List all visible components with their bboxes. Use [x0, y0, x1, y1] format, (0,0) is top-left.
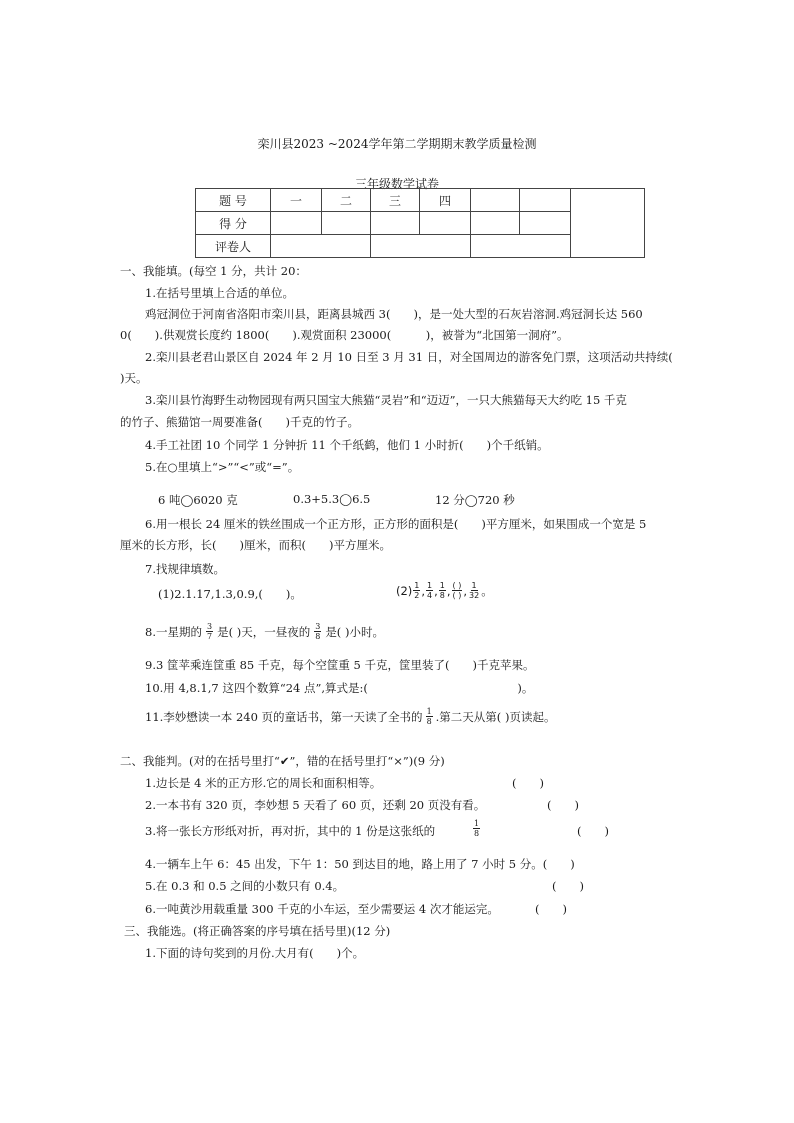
judge-answer-paren: ( ) — [547, 798, 579, 812]
question-2: 2.栾川县老君山景区自 2024 年 2 月 10 日至 3 月 31 日，对全国周边的游客免门票，这项活动共持续( — [145, 350, 673, 364]
section1-heading: 一、我能填。(每空 1 分，共计 20： — [120, 264, 307, 278]
judge-item: 2.一本书有 320 页，李妙想 5 天看了 60 页，还剩 20 页没有看。 — [145, 798, 486, 812]
exam-subtitle: 三年级数学试卷 — [354, 177, 439, 191]
question-8: 8.一星期的 $\frac{3}{7}$ 是( )天，一昼夜的 $\frac{3}{8}$ 是( )小时。 — [145, 622, 384, 641]
score-table-cell: 题 号 — [196, 189, 271, 212]
judge-answer-paren: ( ) — [535, 902, 567, 916]
question-1-line: 0( ).供观赏长度约 1800( ).观赏面积 23000( )，被誉为“北国第一洞府”。 — [120, 328, 569, 342]
question-6: 6.用一根长 24 厘米的铁丝围成一个正方形，正方形的面积是( )平方厘米，如果围成一个宽是 5 — [145, 517, 647, 531]
score-table-cell: 得 分 — [196, 212, 271, 235]
score-table-cell: 一 — [271, 189, 322, 212]
judge-answer-paren: ( ) — [552, 879, 584, 893]
score-table-cell — [271, 212, 322, 235]
fraction: $\frac{1}{8}$ — [439, 581, 445, 600]
question-11: 11.李妙懋读一本 240 页的童话书，第一天读了全书的 $\frac{1}{8}$ .第二天从第( )页读起。 — [145, 707, 556, 726]
question-3: 3.栾川县竹海野生动物园现有两只国宝大熊猫“灵岩”和“迈迈”，一只大熊猫每天大约吃 15 千克 — [145, 393, 627, 407]
score-table-cell: 三 — [371, 189, 420, 212]
score-table-cell — [471, 189, 520, 212]
sequence-label: (2) — [396, 583, 413, 598]
fraction: $\frac{1}{8}$ — [474, 819, 480, 838]
score-table-cell: 二 — [322, 189, 371, 212]
score-table-cell — [271, 235, 371, 258]
fraction: $\frac{1}{2}$ — [414, 581, 420, 600]
score-table-cell: 四 — [420, 189, 471, 212]
fraction: $\frac{1}{32}$ — [469, 581, 480, 600]
question-1-line: 鸡冠洞位于河南省洛阳市栾川县，距离县城西 3( )，是一处大型的石灰岩溶洞.鸡冠洞长达 560 — [145, 307, 643, 321]
fraction-blank: $\frac{( )}{( )}$ — [452, 581, 462, 600]
score-table — [195, 188, 645, 258]
score-table-cell — [420, 212, 471, 235]
score-table-cell — [371, 212, 420, 235]
fraction: $\frac{1}{4}$ — [427, 581, 433, 600]
score-table-cell — [371, 235, 471, 258]
judge-answer-paren: ( ) — [577, 824, 609, 838]
question-3-line: 的竹子、熊猫馆一周要准备( )千克的竹子。 — [120, 415, 359, 429]
judge-item: 1.边长是 4 米的正方形.它的周长和面积相等。 — [145, 776, 382, 790]
judge-item: 4.一辆车上午 6：45 出发，下午 1：50 到达目的地，路上用了 7 小时 5 分。( ) — [145, 857, 575, 871]
score-table-cell — [571, 189, 645, 258]
section2-heading: 二、我能判。(对的在括号里打“✔”，错的在括号里打“×”)(9 分) — [120, 754, 445, 768]
question-7-part1: (1)2.1.17,1.3,0.9,( )。 — [158, 587, 302, 601]
question-7: 7.找规律填数。 — [145, 562, 225, 576]
fraction: $\frac{3}{8}$ — [315, 622, 321, 641]
score-table-cell — [471, 212, 520, 235]
score-table-cell — [471, 235, 571, 258]
score-table-cell: 评卷人 — [196, 235, 271, 258]
compare-item-b: 0.3+5.3◯6.5 — [293, 492, 371, 506]
compare-item-c: 12 分◯720 秒 — [435, 493, 515, 507]
judge-item: 3.将一张长方形纸对折，再对折，其中的 1 份是这张纸的 — [145, 824, 436, 838]
exam-title: 栾川县2023 ~2024学年第二学期期末教学质量检测 — [257, 137, 537, 151]
question-1: 1.在括号里填上合适的单位。 — [145, 286, 294, 300]
question-5: 5.在○里填上“>”“<”或“=”。 — [145, 460, 300, 474]
score-table-cell — [322, 212, 371, 235]
fraction: $\frac{3}{7}$ — [206, 622, 213, 641]
question-2-line: )天。 — [120, 371, 148, 385]
question-6-line: 厘米的长方形，长( )厘米，而积( )平方厘米。 — [120, 538, 391, 552]
score-table-cell — [520, 212, 571, 235]
judge-item: 6.一吨黄沙用载重量 300 千克的小车运，至少需要运 4 次才能运完。 — [145, 902, 499, 916]
judge-item: 5.在 0.3 和 0.5 之间的小数只有 0.4。 — [145, 879, 345, 893]
section3-heading: 三、我能选。(将正确答案的序号填在括号里)(12 分) — [124, 924, 391, 938]
compare-item-a: 6 吨◯6020 克 — [158, 493, 238, 507]
question-9: 9.3 筐苹乘连筐重 85 千克，每个空筐重 5 千克，筐里装了( )千克苹果。 — [145, 658, 535, 672]
choice-question-1: 1.下面的诗句奖到的月份.大月有( )个。 — [145, 946, 365, 960]
question-7-part2: (2) $\frac{1}{2}$ , $\frac{1}{4}$ , $\frac{1}{8}$ , $\frac{( )}{( )}$ , $\frac{1}{32}$ 。 — [396, 581, 493, 600]
score-table-cell — [520, 189, 571, 212]
fraction: $\frac{1}{8}$ — [426, 707, 432, 726]
question-4: 4.手工社团 10 个同学 1 分钟折 11 个千纸鹤，他们 1 小时折( )个千纸销。 — [145, 438, 549, 452]
question-10: 10.用 4,8.1,7 这四个数算“24 点”,算式是:( )。 — [145, 681, 534, 695]
judge-answer-paren: ( ) — [512, 776, 544, 790]
